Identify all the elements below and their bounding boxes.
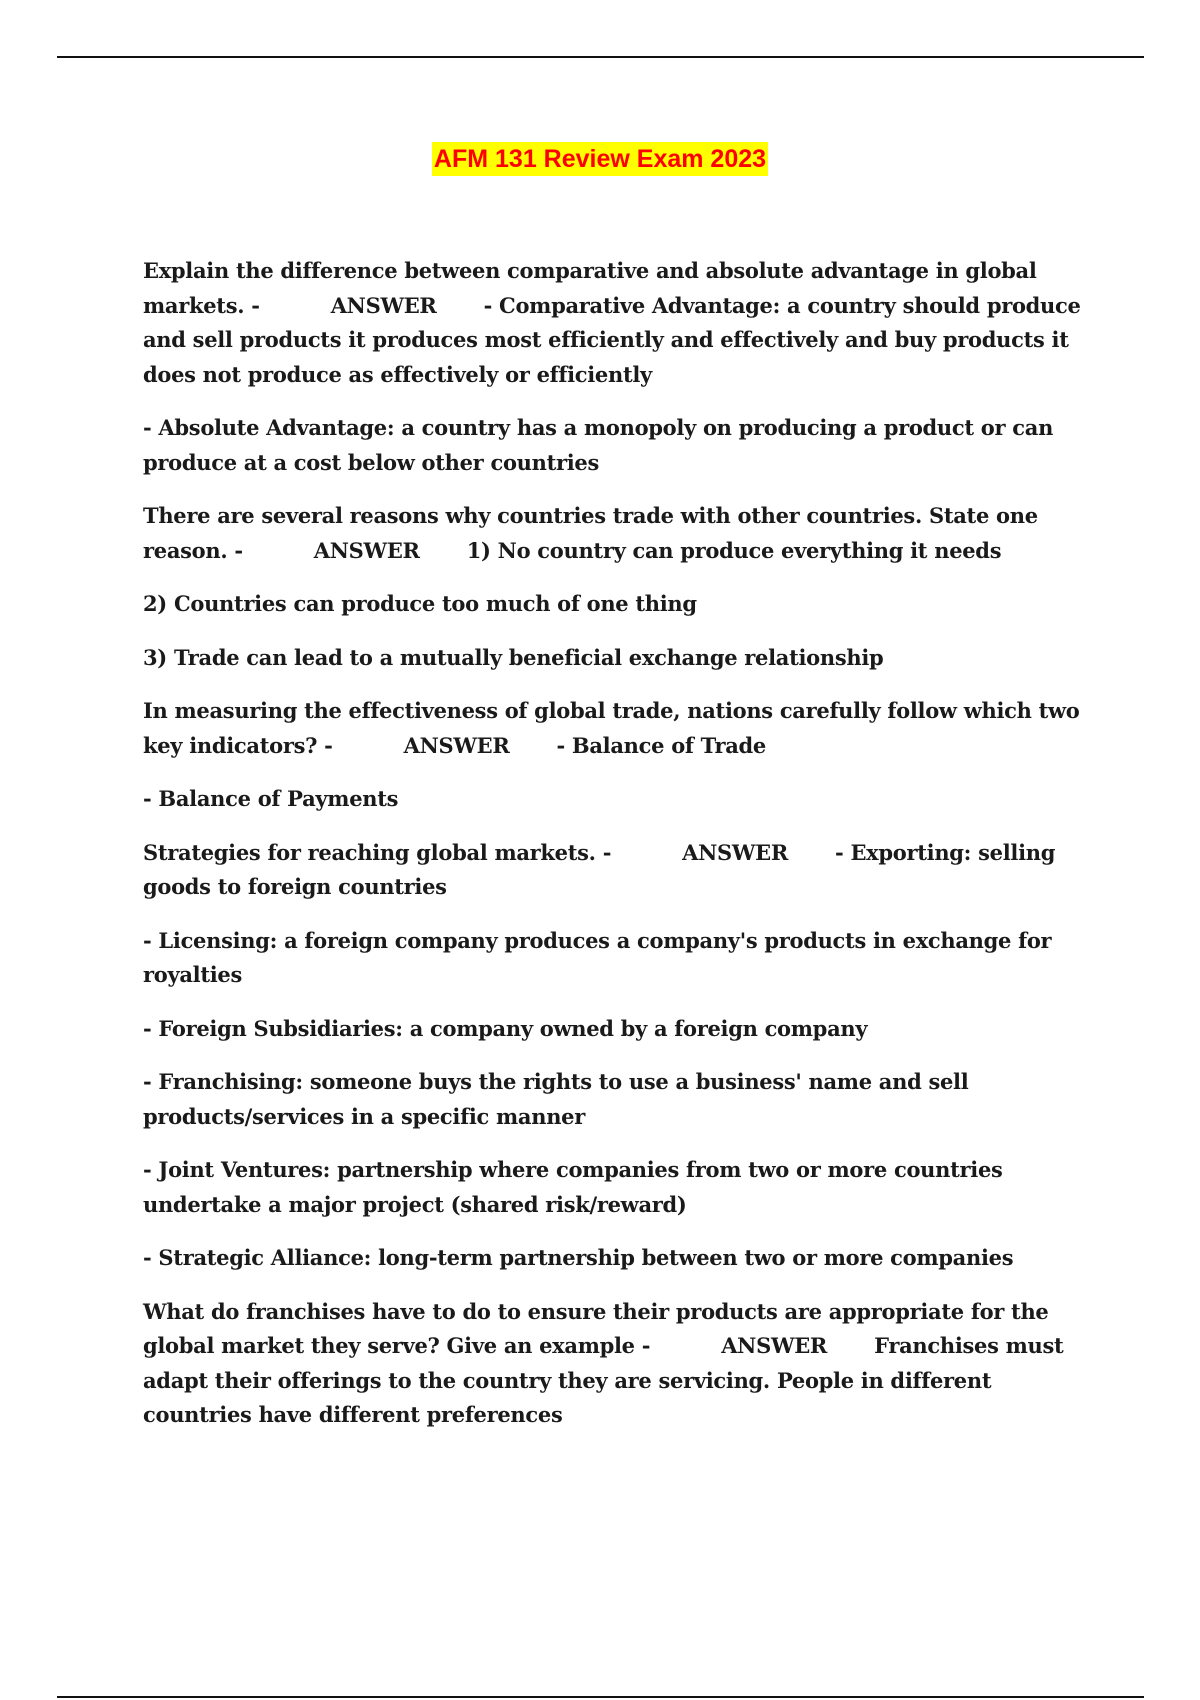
- answer-continuation: 3) Trade can lead to a mutually beneficial exchange relationship: [143, 644, 884, 670]
- question-text: There are several reasons why countries trade with other countries. State one reason. -: [143, 503, 1038, 563]
- answer-text: Franchises must adapt their offerings to the country they are servicing. People in different countries have different preferences: [143, 1333, 1064, 1427]
- answer-text: 1) No country can produce everything it needs: [466, 537, 1002, 563]
- qa-block-4: [143, 836, 1083, 905]
- question-text: What do franchises have to do to ensure their products are appropriate for the global market they serve? Give an example -: [143, 1298, 1049, 1358]
- answer-text: - Exporting: selling goods to foreign countries: [143, 839, 1056, 899]
- answer-continuation: - Franchising: someone buys the rights to use a business' name and sell products/services in a specific manner: [143, 1069, 969, 1129]
- answer-text: - Comparative Advantage: a country should produce and sell products it produces most efficiently and effectively and buy products it does not produce as effectively or efficiently: [143, 292, 1081, 387]
- answer-continuation: 2) Countries can produce too much of one thing: [143, 591, 697, 616]
- qa-block-2: [143, 499, 1083, 568]
- page-title: AFM 131 Review Exam 2023: [432, 142, 768, 176]
- answer-continuation: - Foreign Subsidiaries: a company owned by a foreign company: [143, 1015, 868, 1041]
- question-text: In measuring the effectiveness of global trade, nations carefully follow which two key indicators? -: [143, 698, 1080, 758]
- bottom-rule: [57, 1696, 1144, 1698]
- top-rule: [57, 56, 1144, 58]
- answer-label: ANSWER: [721, 1333, 828, 1358]
- answer-label: ANSWER: [330, 292, 437, 318]
- qa-block-3: [143, 694, 1083, 763]
- answer-continuation: - Licensing: a foreign company produces a company's products in exchange for royalties: [143, 927, 1052, 987]
- answer-continuation: - Strategic Alliance: long-term partnership between two or more companies: [143, 1245, 1014, 1270]
- answer-continuation: - Absolute Advantage: a country has a monopoly on producing a product or can produce at a cost below other countries: [143, 415, 1054, 475]
- question-text: Strategies for reaching global markets. -: [143, 839, 612, 865]
- qa-block-5: [143, 1295, 1083, 1433]
- answer-label: ANSWER: [403, 732, 510, 758]
- qa-block-1: [143, 254, 1083, 392]
- answer-continuation: - Joint Ventures: partnership where companies from two or more countries undertake a major project (shared risk/reward): [143, 1157, 1003, 1217]
- answer-continuation: - Balance of Payments: [143, 786, 399, 811]
- answer-label: ANSWER: [682, 839, 789, 865]
- title-container: [0, 142, 1200, 176]
- document-body: [143, 254, 1083, 1452]
- question-text: Explain the difference between comparative and absolute advantage in global markets. -: [143, 258, 1037, 318]
- answer-label: ANSWER: [313, 537, 420, 563]
- answer-text: - Balance of Trade: [556, 732, 766, 758]
